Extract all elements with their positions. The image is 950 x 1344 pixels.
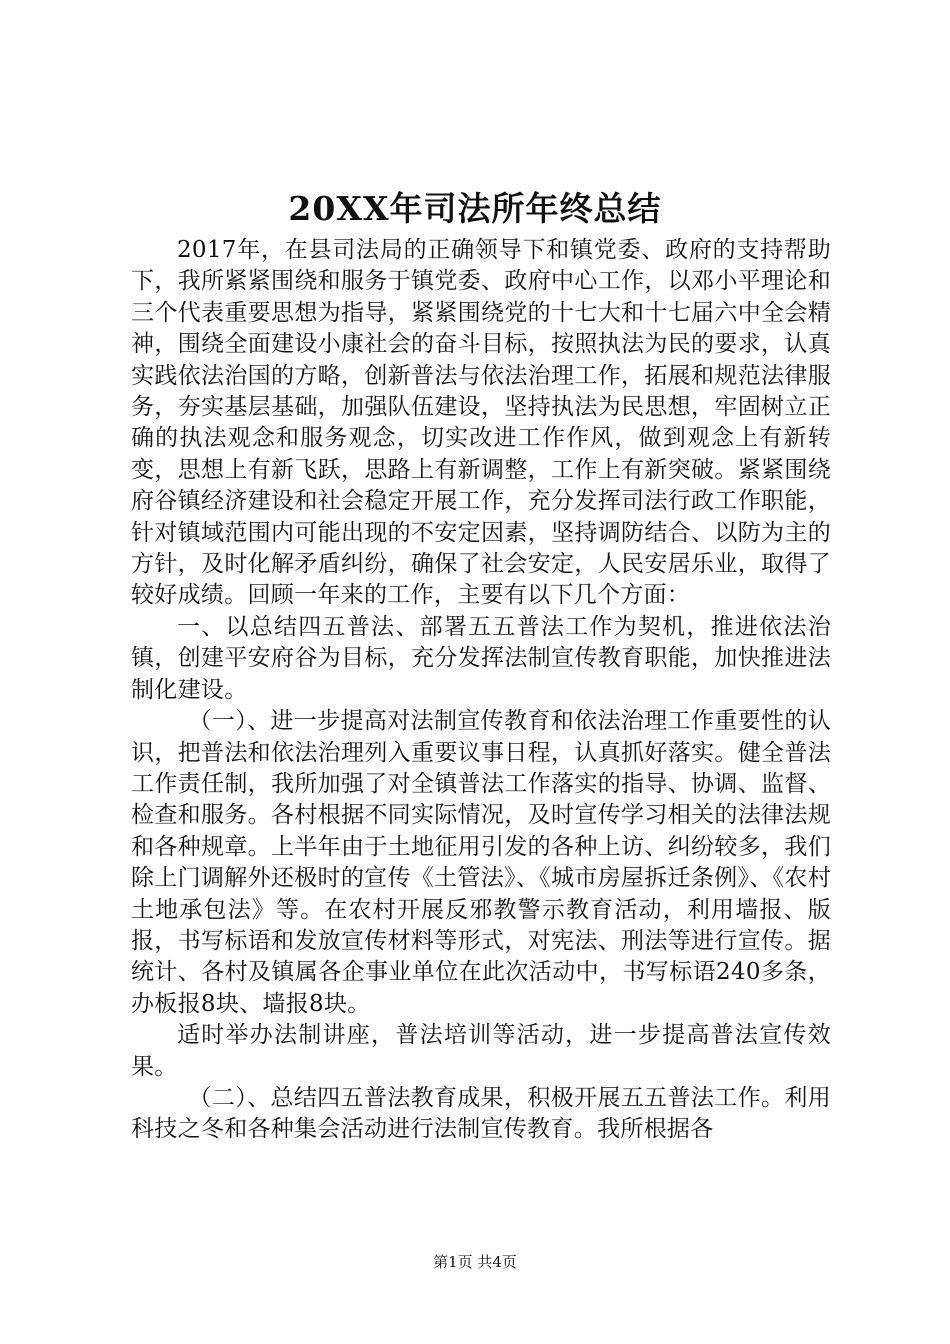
page-footer: 第1页 共4页 <box>433 1253 517 1271</box>
paragraph-lecture: 适时举办法制讲座，普法培训等活动，进一步提高普法宣传效果。 <box>131 1022 831 1080</box>
document-body <box>131 235 831 1146</box>
paragraph-intro: 2017年，在县司法局的正确领导下和镇党委、政府的支持帮助下，我所紧紧围绕和服务于镇党委、政府中心工作，以邓小平理论和三个代表重要思想为指导，紧紧围绕党的十七大和十七届六中全会精神，围绕全面建设小康社会的奋斗目标，按照执法为民的要求，认真实践依法治国的方略，创新普法与依法治理工作，拓展和规范法律服务，夯实基层基础，加强队伍建设，坚持执法为民思想，牢固树立正确的执法观念和服务观念，切实改进工作作风，做到观念上有新转变，思想上有新飞跃，思路上有新调整，工作上有新突破。紧紧围绕府谷镇经济建设和社会稳定开展工作，充分发挥司法行政工作职能，针对镇域范围内可能出现的不安定因素，坚持调防结合、以防为主的方针，及时化解矛盾纠纷，确保了社会安定，人民安居乐业，取得了较好成绩。回顾一年来的工作，主要有以下几个方面： <box>131 237 831 609</box>
paragraph-subsection-1: （一）、进一步提高对法制宣传教育和依法治理工作重要性的认识，把普法和依法治理列入重要议事日程，认真抓好落实。健全普法工作责任制，我所加强了对全镇普法工作落实的指导、协调、监督、检查和服务。各村根据不同实际情况，及时宣传学习相关的法律法规和各种规章。上半年由于土地征用引发的各种上访、纠纷较多，我们除上门调解外还极时的宣传《土管法》、《城市房屋拆迁条例》、《农村土地承包法》等。在农村开展反邪教警示教育活动，利用墙报、版报，书写标语和发放宣传材料等形式，对宪法、刑法等进行宣传。据统计、各村及镇属各企事业单位在此次活动中，书写标语240多条，办板报8块、墙报8块。 <box>131 708 831 1017</box>
paragraph-section-1: 一、以总结四五普法、部署五五普法工作为契机，推进依法治镇，创建平安府谷为目标，充分发挥法制宣传教育职能，加快推进法制化建设。 <box>131 613 831 703</box>
document-title: 20XX年司法所年终总结 <box>288 189 662 228</box>
paragraph-subsection-2: （二）、总结四五普法教育成果，积极开展五五普法工作。利用科技之冬和各种集会活动进行法制宣传教育。我所根据各 <box>131 1084 831 1143</box>
